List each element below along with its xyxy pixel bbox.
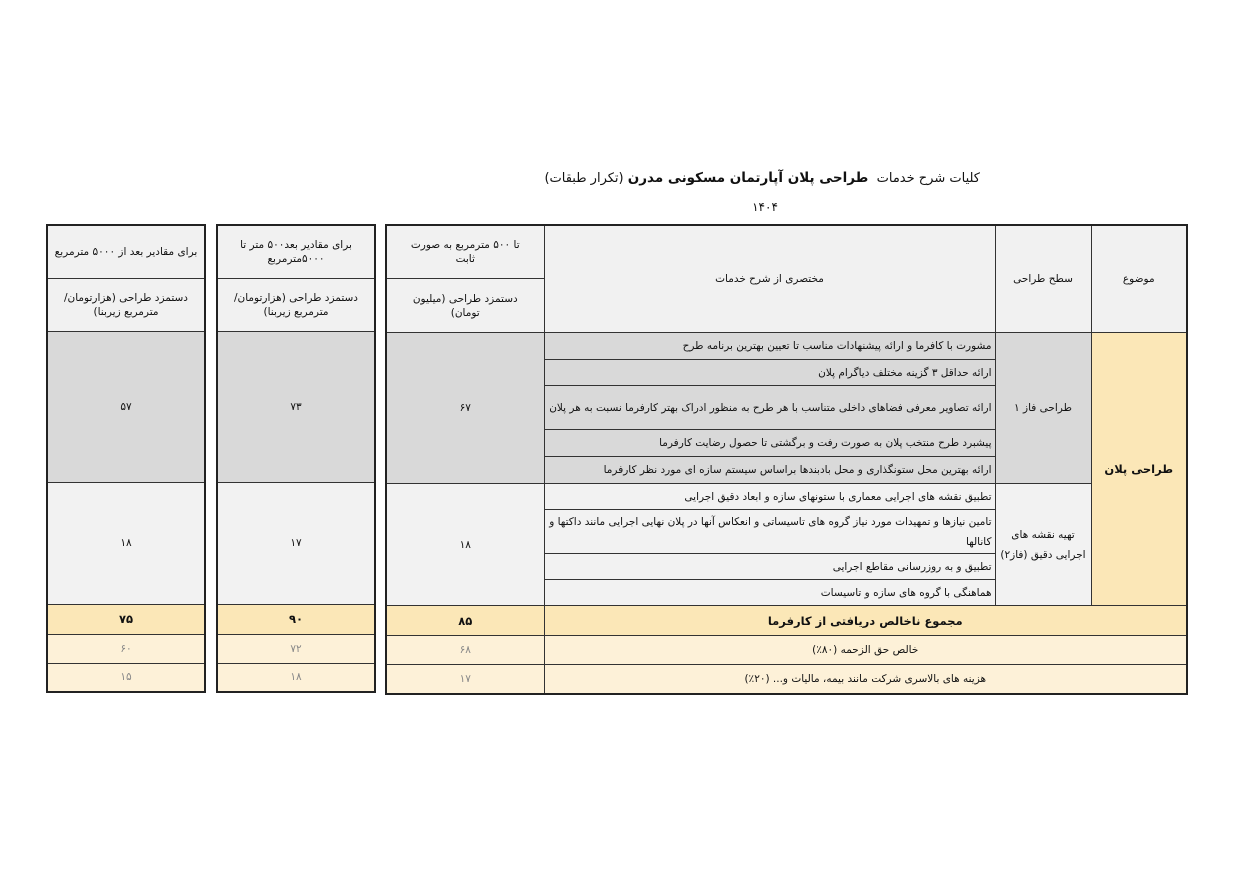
phase1-item: پیشبرد طرح منتخب پلان به صورت رفت و برگشتی تا حصول رضایت کارفرما: [544, 430, 995, 457]
total-gross-value: ۸۵: [386, 606, 544, 636]
mid-range-fee-table: [216, 224, 376, 693]
left-unit-label: دستمزد طراحی (هزارتومان/ مترمربع زیربنا): [47, 278, 205, 331]
overhead-label: هزینه های بالاسری شرکت مانند بیمه، مالیات و... (۲۰٪): [544, 665, 1187, 694]
phase1-item: ارائه حداقل ۳ گزینه مختلف دیاگرام پلان: [544, 360, 995, 386]
phase2-item: تطبیق و به روزرسانی مقاطع اجرایی: [544, 554, 995, 580]
fee-unit-label: دستمزد طراحی (میلیون تومان): [412, 292, 518, 319]
document-year: ۱۴۰۴: [752, 200, 778, 214]
phase1-item: ارائه بهترین محل ستونگذاری و محل بادبندها براساس سیستم سازه ای مورد نظر کارفرما: [544, 457, 995, 484]
net-fee-label: خالص حق الزحمه (۸۰٪): [544, 636, 1187, 665]
mid-range-label: برای مقادیر بعد۵۰۰ متر تا ۵۰۰۰مترمربع: [217, 225, 375, 278]
topic-cell: طراحی پلان: [1091, 333, 1187, 606]
left-range-label: برای مقادیر بعد از ۵۰۰۰ مترمربع: [47, 225, 205, 278]
left-phase2-fee: ۱۸: [47, 482, 205, 604]
overhead-value: ۱۷: [386, 665, 544, 694]
mid-total-gross: ۹۰: [217, 604, 375, 634]
header-summary: مختصری از شرح خدمات: [544, 225, 995, 333]
phase1-item: ارائه تصاویر معرفی فضاهای داخلی متناسب با هر طرح به منظور ادراک بهتر کارفرما نسبت به هر پلان: [544, 386, 995, 430]
large-range-fee-table: [46, 224, 206, 693]
title-main: طراحی پلان آپارتمان مسکونی مدرن: [627, 170, 869, 186]
phase2-item: تامین نیازها و تمهیدات مورد نیاز گروه های تاسیساتی و انعکاس آنها در پلان نهایی اجرایی مانند داکتها و کانالها: [544, 510, 995, 554]
header-level: سطح طراحی: [995, 225, 1091, 333]
mid-net-fee: ۷۲: [217, 634, 375, 663]
phase1-label: طراحی فاز ۱: [995, 333, 1091, 484]
left-net-fee: ۶۰: [47, 634, 205, 663]
fee-range-label: تا ۵۰۰ مترمربع به صورت ثابت: [387, 226, 544, 279]
phase1-fee: ۶۷: [386, 333, 544, 484]
header-fee-fixed: [386, 225, 544, 333]
phase2-item: هماهنگی با گروه های سازه و تاسیسات: [544, 580, 995, 606]
left-phase1-fee: ۵۷: [47, 331, 205, 482]
mid-phase2-fee: ۱۷: [217, 482, 375, 604]
header-topic: موضوع: [1091, 225, 1187, 333]
main-service-table: [385, 224, 1188, 695]
net-fee-value: ۶۸: [386, 636, 544, 665]
phase2-item: تطبیق نقشه های اجرایی معماری با ستونهای سازه و ابعاد دقیق اجرایی: [544, 484, 995, 510]
mid-unit-label: دستمزد طراحی (هزارتومان/ مترمربع زیربنا): [217, 278, 375, 331]
left-overhead: ۱۵: [47, 663, 205, 692]
left-total-gross: ۷۵: [47, 604, 205, 634]
mid-overhead: ۱۸: [217, 663, 375, 692]
title-prefix: کلیات شرح خدمات: [876, 171, 980, 186]
mid-phase1-fee: ۷۳: [217, 331, 375, 482]
total-gross-label: مجموع ناخالص دریافتی از کارفرما: [544, 606, 1187, 636]
document-title: [540, 170, 980, 186]
phase1-item: مشورت با کافرما و ارائه پیشنهادات مناسب تا تعیین بهترین برنامه طرح: [544, 333, 995, 360]
phase2-label: تهیه نقشه های اجرایی دقیق (فاز۲): [995, 484, 1091, 606]
title-suffix: (تکرار طبقات): [544, 171, 624, 186]
phase2-fee: ۱۸: [386, 484, 544, 606]
